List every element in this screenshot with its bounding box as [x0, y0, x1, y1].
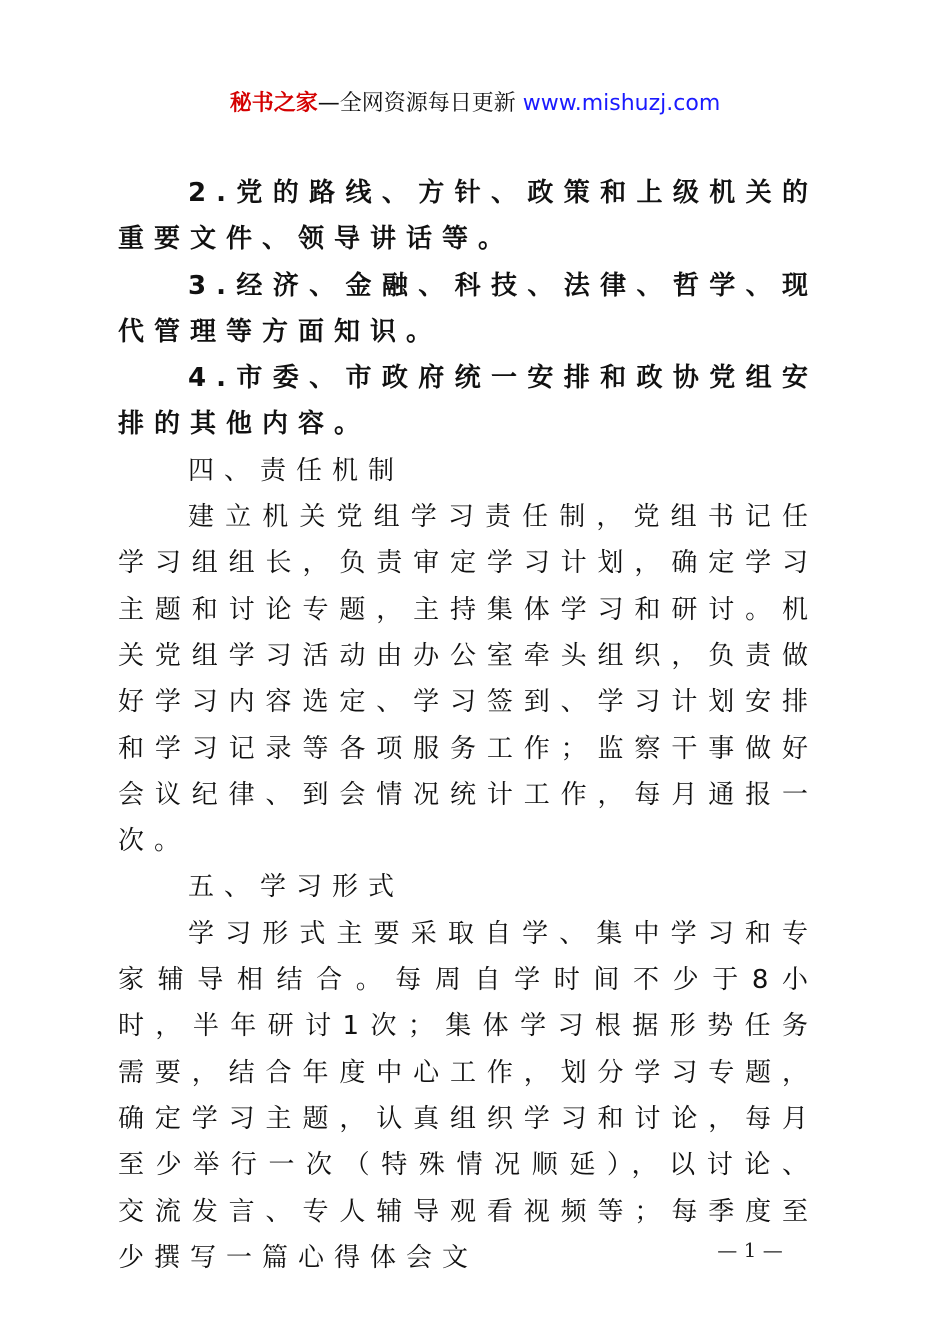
section-heading-study-format: 五、学习形式: [188, 872, 405, 903]
site-banner: [0, 88, 950, 120]
banner-tagline: —全网资源每日更新: [317, 91, 523, 116]
responsibility-paragraph: 建立机关党组学习责任制，党组书记任学习组组长，负责审定学习计划，确定学习主题和讨论专题，主持集体学习和研讨。机关党组学习活动由办公室牵头组织，负责做好学习内容选定、学习签到、学习计划安排和学习记录等各项服务工作；监察干事做好会议纪律、到会情况统计工作，每月通报一次。: [118, 502, 818, 857]
study-format-paragraph: 学习形式主要采取自学、集中学习和专家辅导相结合。每周自学时间不少于8小时，半年研讨1次；集体学习根据形势任务需要，结合年度中心工作，划分学习专题，确定学习主题，认真组织学习和讨论，每月至少举行一次（特殊情况顺延），以讨论、交流发言、专人辅导观看视频等；每季度至少撰写一篇心得体会文: [118, 918, 818, 1273]
section-heading-responsibility: 四、责任机制: [188, 455, 405, 486]
site-url-link[interactable]: www.mishuzj.com: [522, 91, 721, 116]
list-item-3: 3.经济、金融、科技、法律、哲学、现代管理等方面知识。: [118, 270, 818, 347]
page-number: — 1 —: [717, 1238, 783, 1262]
document-body: [118, 170, 818, 1281]
list-item-4: 4.市委、市政府统一安排和政协党组安排的其他内容。: [118, 363, 818, 440]
brand-name: 秘书之家: [229, 91, 318, 116]
list-item-2: 2.党的路线、方针、政策和上级机关的重要文件、领导讲话等。: [118, 178, 818, 255]
